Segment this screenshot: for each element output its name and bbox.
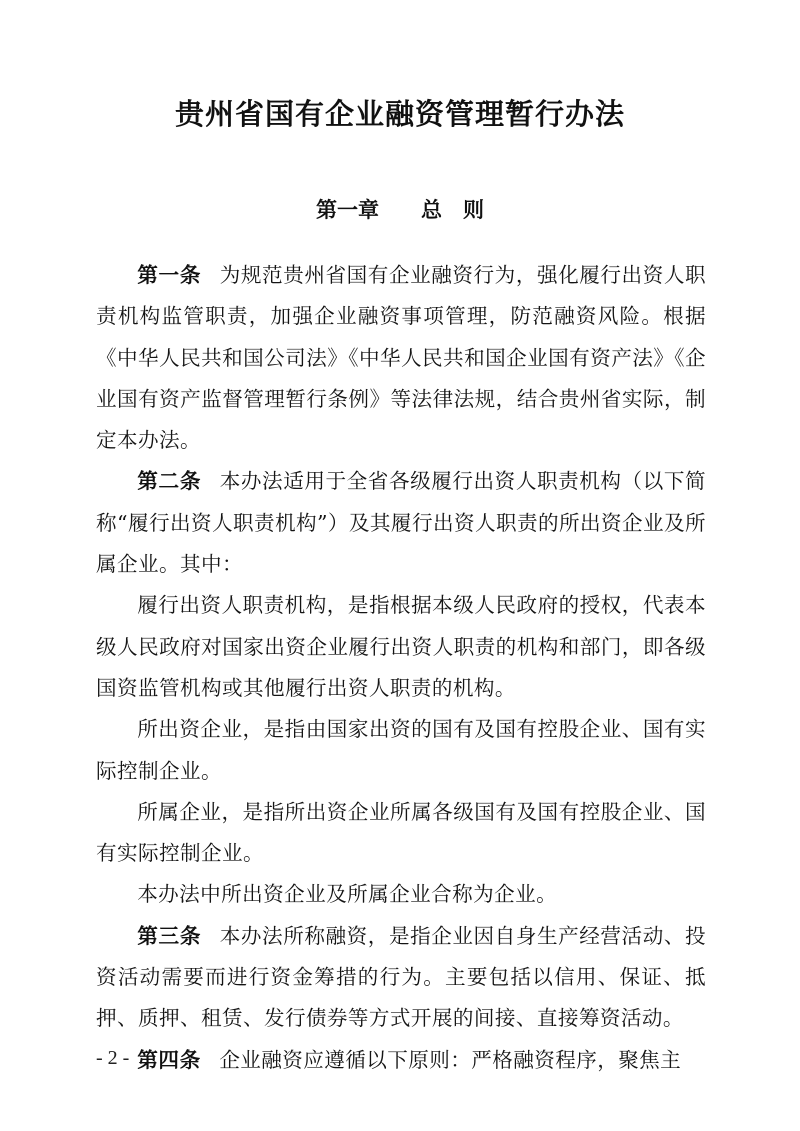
paragraph-text: 所出资企业，是指由国家出资的国有及国有控股企业、国有实际控制企业。 bbox=[96, 717, 706, 783]
chapter-heading bbox=[0, 195, 800, 225]
paragraph-article-3 bbox=[96, 916, 706, 1040]
document-title: 贵州省国有企业融资管理暂行办法 bbox=[174, 97, 625, 131]
article-label: 第三条 bbox=[137, 923, 202, 948]
paragraph-text: 为规范贵州省国有企业融资行为，强化履行出资人职责机构监管职责，加强企业融资事项管理，防范融资风险。根据《中华人民共和国公司法》《中华人民共和国企业国有资产法》《企业国有资产监督管理暂行条例》等法律法规，结合贵州省实际，制定本办法。 bbox=[96, 263, 706, 453]
page-number: - 2 - bbox=[96, 1047, 130, 1069]
paragraph-text: 企业融资应遵循以下原则：严格融资程序，聚焦主 bbox=[219, 1047, 682, 1072]
paragraph-article-4 bbox=[96, 1040, 706, 1081]
paragraph-definition-subsidiary bbox=[96, 792, 706, 875]
document-body bbox=[96, 255, 706, 1081]
article-label: 第四条 bbox=[137, 1047, 201, 1072]
chapter-name: 总 则 bbox=[421, 198, 484, 222]
paragraph-text: 所属企业，是指所出资企业所属各级国有及国有控股企业、国有实际控制企业。 bbox=[96, 799, 706, 866]
paragraph-definition-agency bbox=[96, 585, 706, 709]
paragraph-definition-enterprise bbox=[96, 874, 706, 915]
chapter-label: 第一章 bbox=[316, 198, 379, 222]
paragraph-text: 本办法中所出资企业及所属企业合称为企业。 bbox=[137, 882, 558, 907]
paragraph-text: 履行出资人职责机构，是指根据本级人民政府的授权，代表本级人民政府对国家出资企业履行出资人职责的机构和部门，即各级国资监管机构或其他履行出资人职责的机构。 bbox=[96, 593, 706, 700]
paragraph-article-1 bbox=[96, 255, 706, 461]
paragraph-definition-funded-enterprise bbox=[96, 709, 706, 792]
article-label: 第一条 bbox=[137, 263, 202, 287]
article-label: 第二条 bbox=[137, 469, 202, 494]
paragraph-text: 本办法所称融资，是指企业因自身生产经营活动、投资活动需要而进行资金筹措的行为。主要包括以信用、保证、抵押、质押、租赁、发行债券等方式开展的间接、直接筹资活动。 bbox=[96, 923, 706, 1031]
paragraph-article-2 bbox=[96, 461, 706, 585]
paragraph-text: 本办法适用于全省各级履行出资人职责机构（以下简称“履行出资人职责机构”）及其履行出资人职责的所出资企业及所属企业。其中： bbox=[96, 469, 706, 577]
